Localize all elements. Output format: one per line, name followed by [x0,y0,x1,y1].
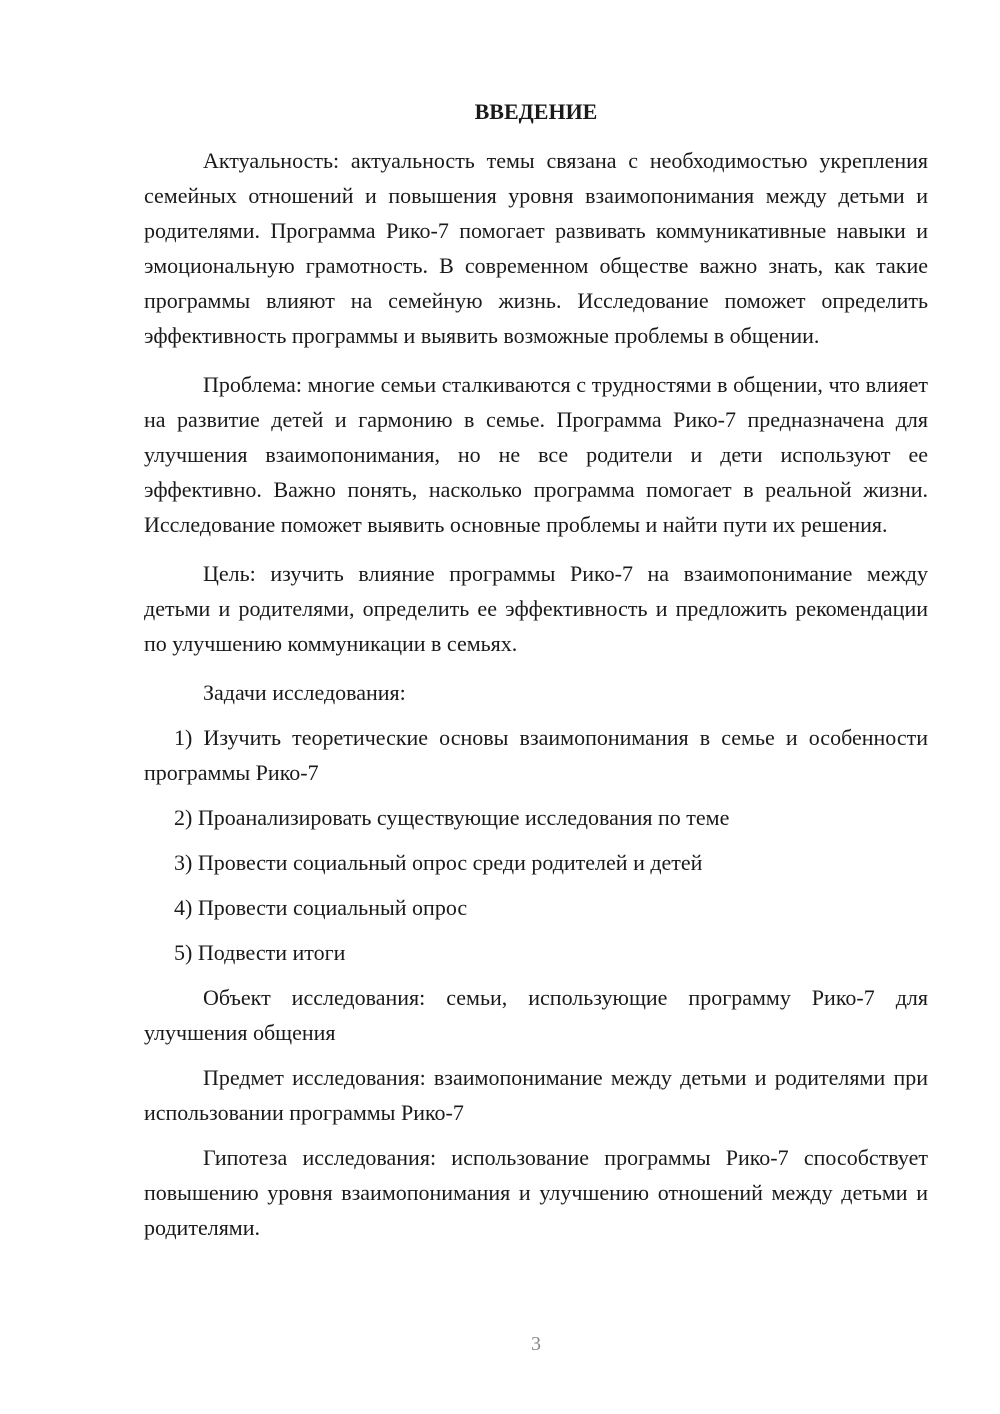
goal-paragraph: Цель: изучить влияние программы Рико-7 на взаимопонимание между детьми и родителями, определить ее эффективность и предложить рекомендации по улучшению коммуникации в семьях. [144,561,928,656]
tasks-list [144,720,928,970]
object-paragraph: Объект исследования: семьи, использующие программу Рико-7 для улучшения общения [144,985,928,1045]
tasks-heading: Задачи исследования: [203,680,406,705]
page-number: 3 [531,1333,541,1355]
task-item-2: 2) Проанализировать существующие исследования по теме [174,805,730,830]
relevance-paragraph: Актуальность: актуальность темы связана с необходимостью укрепления семейных отношений и повышения уровня взаимопонимания между детьми и родителями. Программа Рико-7 помогает развивать коммуникативные навыки и эмоциональную грамотность. В современном обществе важно знать, как такие программы влияют на семейную жизнь. Исследование поможет определить эффективность программы и выявить возможные проблемы в общении. [144,148,928,348]
problem-paragraph: Проблема: многие семьи сталкиваются с трудностями в общении, что влияет на развитие детей и гармонию в семье. Программа Рико-7 предназначена для улучшения взаимопонимания, но не все родители и дети используют ее эффективно. Важно понять, насколько программа помогает в реальной жизни. Исследование поможет выявить основные проблемы и найти пути их решения. [144,372,928,537]
task-item-5: 5) Подвести итоги [174,940,346,965]
document-page [144,94,928,1259]
task-item-4: 4) Провести социальный опрос [174,895,468,920]
section-title: ВВЕДЕНИЕ [474,99,598,124]
subject-paragraph: Предмет исследования: взаимопонимание между детьми и родителями при использовании программы Рико-7 [144,1065,928,1125]
hypothesis-paragraph: Гипотеза исследования: использование программы Рико-7 способствует повышению уровня взаимопонимания и улучшению отношений между детьми и родителями. [144,1145,928,1240]
task-item-1: 1) Изучить теоретические основы взаимопонимания в семье и особенности программы Рико-7 [144,725,928,785]
task-item-3: 3) Провести социальный опрос среди родителей и детей [174,850,703,875]
